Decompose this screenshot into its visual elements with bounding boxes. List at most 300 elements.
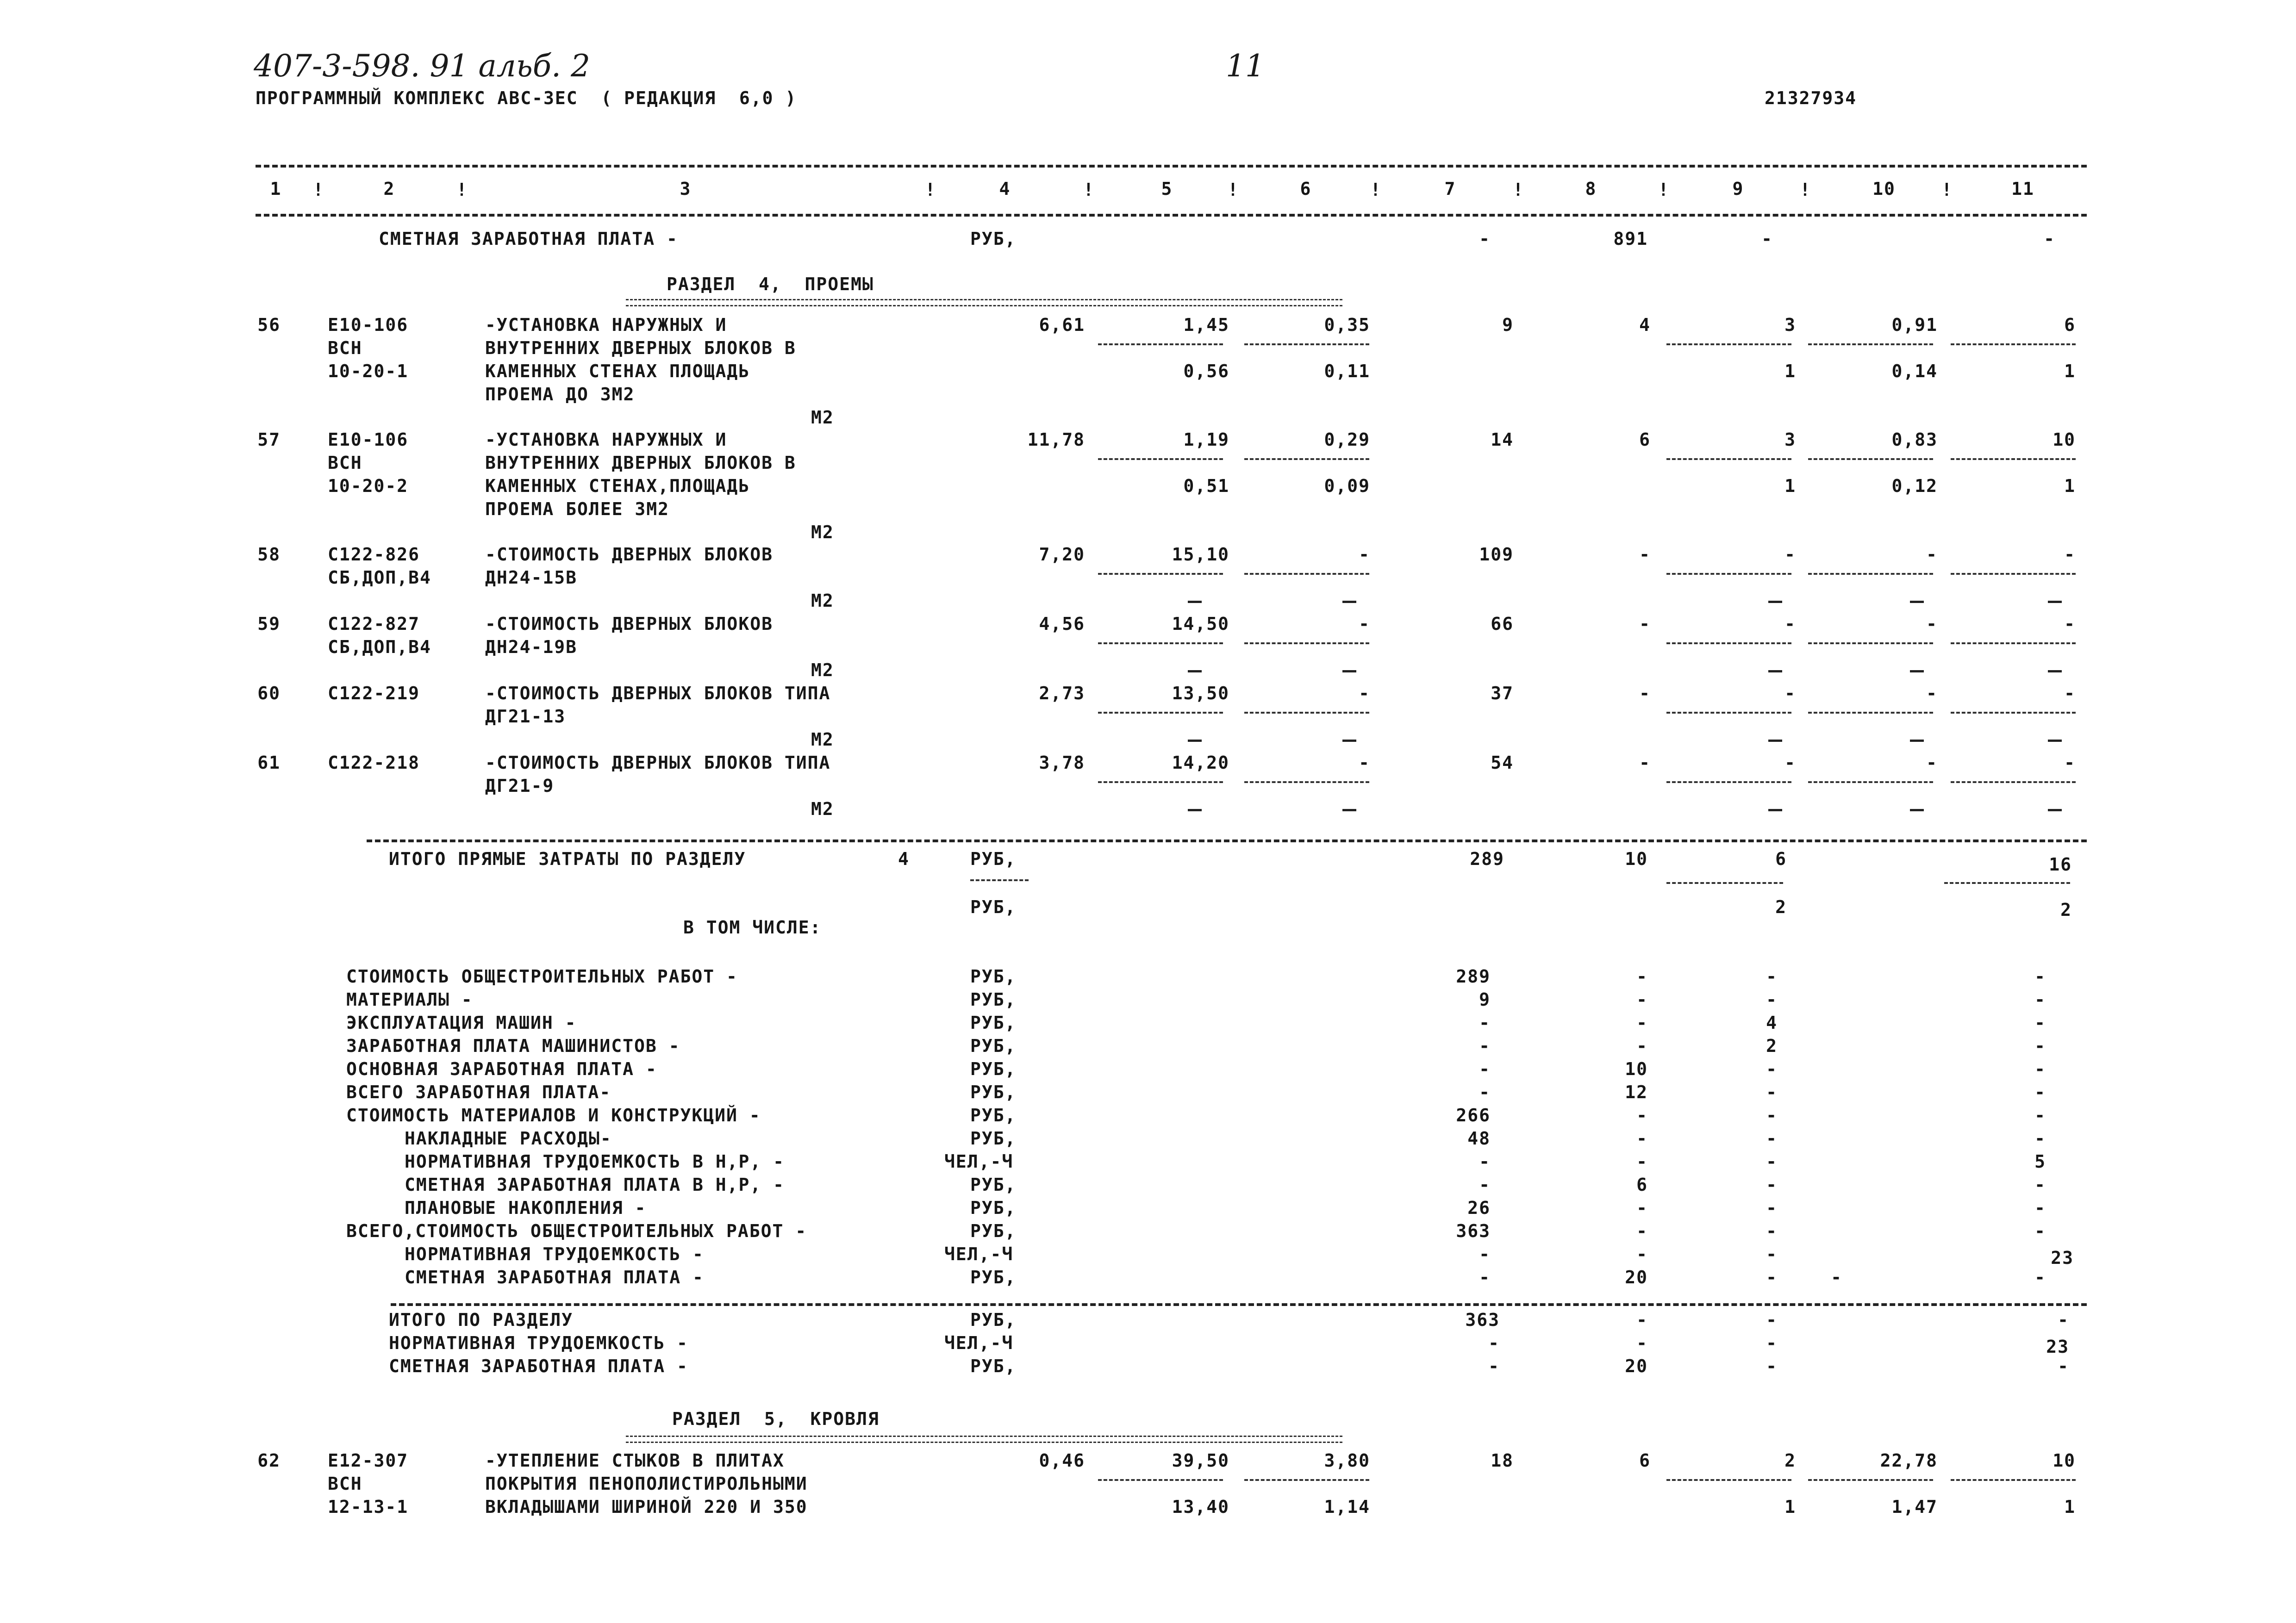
row-description: ДГ21-13 <box>485 706 566 727</box>
section-total-c8: 20 <box>1625 1356 1648 1376</box>
cell-divider <box>1244 642 1369 644</box>
breakdown-c7: - <box>1479 1244 1491 1264</box>
direct-costs-c7: 289 <box>1470 849 1504 869</box>
row-total-cost: 54 <box>1491 752 1514 773</box>
row-machines: 3 <box>1784 315 1796 335</box>
breakdown-c8: - <box>1636 1036 1648 1056</box>
section-total-unit: РУБ, <box>970 1356 1017 1376</box>
row-description: -УТЕПЛЕНИЕ СТЫКОВ В ПЛИТАХ <box>485 1450 785 1471</box>
breakdown-c8: - <box>1636 1105 1648 1126</box>
empty-cell-dash <box>1910 601 1924 603</box>
section-4-title: РАЗДЕЛ 4, ПРОЕМЫ <box>667 274 874 294</box>
row-description: -СТОИМОСТЬ ДВЕРНЫХ БЛОКОВ ТИПА <box>485 752 831 773</box>
row-labor-total: 6 <box>2064 315 2076 335</box>
row-labor-machinists-total: 1 <box>2064 361 2076 381</box>
breakdown-unit: РУБ, <box>970 1059 1017 1079</box>
cell-divider <box>1951 642 2076 644</box>
breakdown-c11: - <box>2034 1105 2046 1126</box>
empty-cell-dash <box>1188 809 1202 811</box>
breakdown-c9: - <box>1766 1267 1778 1287</box>
row-description: КАМЕННЫХ СТЕНАХ ПЛОЩАДЬ <box>485 361 750 381</box>
cell-divider <box>1808 573 1933 575</box>
breakdown-c11: - <box>2034 1128 2046 1149</box>
breakdown-c7: 266 <box>1456 1105 1491 1126</box>
section-total-unit: РУБ, <box>970 1310 1017 1330</box>
empty-cell-dash <box>1768 670 1782 672</box>
unit-underline <box>970 879 1029 881</box>
cell-divider <box>1951 1479 2076 1481</box>
breakdown-c8: - <box>1636 1128 1648 1149</box>
breakdown-c10: - <box>1831 1267 1842 1287</box>
row-code: СБ,ДОП,В4 <box>328 567 431 588</box>
cell-divider <box>1951 781 2076 783</box>
row-number: 62 <box>257 1450 281 1471</box>
col-header-1: 1 <box>270 179 282 199</box>
row-labor: 0,83 <box>1891 429 1938 450</box>
carry-c8: 891 <box>1613 229 1648 249</box>
row-labor: 22,78 <box>1880 1450 1938 1471</box>
row-unit-wage-machines: 0,11 <box>1324 361 1370 381</box>
row-machine-wages: 1 <box>1784 476 1796 496</box>
section-total-c7: - <box>1488 1356 1500 1376</box>
row-code: ВСН <box>328 338 362 358</box>
row-code: ВСН <box>328 453 362 473</box>
breakdown-c9: - <box>1766 1244 1778 1264</box>
row-code: С122-827 <box>328 614 420 634</box>
col-header-10: 10 <box>1872 179 1896 199</box>
breakdown-unit: РУБ, <box>970 1036 1017 1056</box>
row-description: -УСТАНОВКА НАРУЖНЫХ И <box>485 429 727 450</box>
row-description: -СТОИМОСТЬ ДВЕРНЫХ БЛОКОВ <box>485 544 773 565</box>
row-machines: 2 <box>1784 1450 1796 1471</box>
handwritten-album-code: 407-3-598. 91 альб. 2 <box>254 48 590 84</box>
breakdown-c7: - <box>1479 1013 1491 1033</box>
section-5-title: РАЗДЕЛ 5, КРОВЛЯ <box>672 1409 880 1429</box>
row-unit: М2 <box>811 407 834 428</box>
section-total-rule <box>391 1303 2087 1306</box>
breakdown-c11: - <box>2034 1198 2046 1218</box>
row-labor: 0,91 <box>1891 315 1938 335</box>
row-wages: - <box>1639 614 1651 634</box>
row-unit: М2 <box>811 660 834 680</box>
col-separator: ! <box>1370 180 1381 200</box>
breakdown-c11: - <box>2034 1221 2046 1241</box>
row-unit-price-machines: 3,80 <box>1324 1450 1370 1471</box>
breakdown-c11: - <box>2034 1082 2046 1102</box>
direct-costs-unit: РУБ, <box>970 849 1017 869</box>
row-quantity: 3,78 <box>1039 752 1085 773</box>
row-machines: 3 <box>1784 429 1796 450</box>
breakdown-label: ПЛАНОВЫЕ НАКОПЛЕНИЯ - <box>405 1198 647 1218</box>
breakdown-c7: 26 <box>1467 1198 1491 1218</box>
breakdown-c9: - <box>1766 1175 1778 1195</box>
row-labor-total: 10 <box>2053 1450 2076 1471</box>
c11-divider <box>1944 882 2070 884</box>
row-code: С122-219 <box>328 683 420 703</box>
row-quantity: 4,56 <box>1039 614 1085 634</box>
row-unit-price-machines: - <box>1359 614 1370 634</box>
breakdown-c8: 6 <box>1636 1175 1648 1195</box>
cell-divider <box>1666 1479 1791 1481</box>
row-unit-price: 39,50 <box>1172 1450 1229 1471</box>
row-code: С122-826 <box>328 544 420 565</box>
row-description: -УСТАНОВКА НАРУЖНЫХ И <box>485 315 727 335</box>
breakdown-label: НОРМАТИВНАЯ ТРУДОЕМКОСТЬ - <box>405 1244 704 1264</box>
cell-divider <box>1666 781 1791 783</box>
cell-divider <box>1098 781 1223 783</box>
row-description: ПРОЕМА БОЛЕЕ 3М2 <box>485 499 670 519</box>
breakdown-c11: - <box>2034 1267 2046 1287</box>
section-total-c9: - <box>1766 1356 1778 1376</box>
row-machines: - <box>1784 683 1796 703</box>
totals-top-rule <box>367 839 2087 842</box>
including-label: В ТОМ ЧИСЛЕ: <box>683 917 822 938</box>
cell-divider <box>1951 458 2076 460</box>
breakdown-c11: - <box>2034 1036 2046 1056</box>
row-machines: - <box>1784 614 1796 634</box>
row-unit-wage: 0,56 <box>1183 361 1229 381</box>
breakdown-c11: 5 <box>2034 1151 2046 1172</box>
section-total-c7: - <box>1488 1333 1500 1353</box>
row-machine-wages: 1 <box>1784 361 1796 381</box>
section-total-c9: - <box>1766 1333 1778 1353</box>
cell-divider <box>1808 781 1933 783</box>
row-unit-price-machines: 0,29 <box>1324 429 1370 450</box>
row-unit-price: 13,50 <box>1172 683 1229 703</box>
row-description: ВНУТРЕННИХ ДВЕРНЫХ БЛОКОВ В <box>485 453 796 473</box>
row-unit-wage-machines: 1,14 <box>1324 1497 1370 1517</box>
row-number: 56 <box>257 315 281 335</box>
breakdown-c9: - <box>1766 1082 1778 1102</box>
row-unit-wage: 13,40 <box>1172 1497 1229 1517</box>
breakdown-c11: - <box>2034 1059 2046 1079</box>
breakdown-c8: 20 <box>1625 1267 1648 1287</box>
row-quantity: 2,73 <box>1039 683 1085 703</box>
row-labor-total: - <box>2064 614 2076 634</box>
section-total-c11: 23 <box>2046 1337 2069 1357</box>
breakdown-label: СТОИМОСТЬ ОБЩЕСТРОИТЕЛЬНЫХ РАБОТ - <box>346 966 738 987</box>
row-description: ПОКРЫТИЯ ПЕНОПОЛИСТИРОЛЬНЫМИ <box>485 1474 808 1494</box>
breakdown-c8: - <box>1636 966 1648 987</box>
row-unit: М2 <box>811 591 834 611</box>
row-code: ВСН <box>328 1474 362 1494</box>
row-unit-price: 15,10 <box>1172 544 1229 565</box>
breakdown-label: ЭКСПЛУАТАЦИЯ МАШИН - <box>346 1013 577 1033</box>
breakdown-label: ЗАРАБОТНАЯ ПЛАТА МАШИНИСТОВ - <box>346 1036 680 1056</box>
row-unit-price-machines: - <box>1359 752 1370 773</box>
breakdown-c11: 23 <box>2051 1248 2074 1268</box>
breakdown-label: СМЕТНАЯ ЗАРАБОТНАЯ ПЛАТА - <box>405 1267 704 1287</box>
breakdown-unit: РУБ, <box>970 989 1017 1010</box>
breakdown-label: СТОИМОСТЬ МАТЕРИАЛОВ И КОНСТРУКЦИЙ - <box>346 1105 761 1126</box>
section-total-c11: - <box>2058 1356 2069 1376</box>
breakdown-unit: ЧЕЛ,-Ч <box>944 1244 1014 1264</box>
row-code: Е10-106 <box>328 315 409 335</box>
breakdown-c7: - <box>1479 1151 1491 1172</box>
row-total-cost: 37 <box>1491 683 1514 703</box>
row-machine-wages: 1 <box>1784 1497 1796 1517</box>
empty-cell-dash <box>1342 740 1356 742</box>
row-code: СБ,ДОП,В4 <box>328 637 431 657</box>
row-code: 10-20-1 <box>328 361 409 381</box>
row-description: КАМЕННЫХ СТЕНАХ,ПЛОЩАДЬ <box>485 476 750 496</box>
cell-divider <box>1098 458 1223 460</box>
breakdown-c8: - <box>1636 1013 1648 1033</box>
cell-divider <box>1244 1479 1369 1481</box>
row-labor: - <box>1926 544 1938 565</box>
row-labor-machinists-total: 1 <box>2064 1497 2076 1517</box>
row-total-cost: 14 <box>1491 429 1514 450</box>
cell-divider <box>1666 642 1791 644</box>
document-code: 21327934 <box>1765 88 1857 108</box>
row-total-cost: 109 <box>1479 544 1514 565</box>
breakdown-c8: - <box>1636 989 1648 1010</box>
direct-costs-c9a: 6 <box>1775 849 1787 869</box>
breakdown-unit: РУБ, <box>970 1198 1017 1218</box>
col-header-8: 8 <box>1585 179 1597 199</box>
cell-divider <box>1244 458 1369 460</box>
breakdown-c9: - <box>1766 966 1778 987</box>
breakdown-c7: 289 <box>1456 966 1491 987</box>
cell-divider <box>1808 642 1933 644</box>
row-wages: - <box>1639 544 1651 565</box>
row-code: Е12-307 <box>328 1450 409 1471</box>
col-separator: ! <box>1800 180 1810 200</box>
row-unit-price: 14,20 <box>1172 752 1229 773</box>
page-number: 11 <box>1226 48 1265 84</box>
row-quantity: 7,20 <box>1039 544 1085 565</box>
empty-cell-dash <box>2048 809 2062 811</box>
empty-cell-dash <box>1768 601 1782 603</box>
cell-divider <box>1098 642 1223 644</box>
breakdown-label: ОСНОВНАЯ ЗАРАБОТНАЯ ПЛАТА - <box>346 1059 657 1079</box>
cell-divider <box>1808 1479 1933 1481</box>
breakdown-c7: - <box>1479 1082 1491 1102</box>
row-labor-total: - <box>2064 544 2076 565</box>
col-header-11: 11 <box>2011 179 2034 199</box>
breakdown-c8: - <box>1636 1198 1648 1218</box>
breakdown-unit: РУБ, <box>970 1175 1017 1195</box>
breakdown-c7: - <box>1479 1267 1491 1287</box>
row-unit: М2 <box>811 729 834 750</box>
cell-divider <box>1244 712 1369 714</box>
row-wages: 4 <box>1639 315 1651 335</box>
col-separator: ! <box>313 180 324 200</box>
row-description: ДН24-19В <box>485 637 578 657</box>
empty-cell-dash <box>1910 670 1924 672</box>
carry-c11: - <box>2044 229 2055 249</box>
row-quantity: 11,78 <box>1027 429 1085 450</box>
row-unit-price: 14,50 <box>1172 614 1229 634</box>
row-labor-total: - <box>2064 752 2076 773</box>
breakdown-label: ВСЕГО,СТОИМОСТЬ ОБЩЕСТРОИТЕЛЬНЫХ РАБОТ - <box>346 1221 807 1241</box>
row-labor-machinists: 0,14 <box>1891 361 1938 381</box>
direct-costs-c11a: 16 <box>2049 854 2072 875</box>
col-separator: ! <box>1083 180 1094 200</box>
row-labor: - <box>1926 614 1938 634</box>
breakdown-c8: 12 <box>1625 1082 1648 1102</box>
section-total-c8: - <box>1636 1310 1648 1330</box>
cell-divider <box>1666 458 1791 460</box>
program-title: ПРОГРАММНЫЙ КОМПЛЕКС АВС-3ЕС ( РЕДАКЦИЯ 6,0 ) <box>256 88 797 108</box>
row-machines: - <box>1784 752 1796 773</box>
col-header-6: 6 <box>1300 179 1312 199</box>
cell-divider <box>1808 343 1933 345</box>
row-wages: 6 <box>1639 429 1651 450</box>
section-title-underline <box>626 299 1342 306</box>
breakdown-label: МАТЕРИАЛЫ - <box>346 989 473 1010</box>
row-labor-machinists: 0,12 <box>1891 476 1938 496</box>
breakdown-c9: - <box>1766 1128 1778 1149</box>
empty-cell-dash <box>1768 740 1782 742</box>
col-header-9: 9 <box>1732 179 1744 199</box>
row-number: 60 <box>257 683 281 703</box>
col-separator: ! <box>456 180 467 200</box>
row-labor-machinists-total: 1 <box>2064 476 2076 496</box>
cell-divider <box>1666 343 1791 345</box>
row-labor-total: 10 <box>2053 429 2076 450</box>
breakdown-c7: - <box>1479 1175 1491 1195</box>
row-unit-price-machines: 0,35 <box>1324 315 1370 335</box>
row-description: ВНУТРЕННИХ ДВЕРНЫХ БЛОКОВ В <box>485 338 796 358</box>
breakdown-unit: РУБ, <box>970 1082 1017 1102</box>
breakdown-c9: - <box>1766 1198 1778 1218</box>
section-total-c7: 363 <box>1465 1310 1500 1330</box>
section-total-c9: - <box>1766 1310 1778 1330</box>
row-total-cost: 9 <box>1502 315 1514 335</box>
col-header-3: 3 <box>680 179 692 199</box>
row-quantity: 6,61 <box>1039 315 1085 335</box>
empty-cell-dash <box>2048 670 2062 672</box>
breakdown-c9: - <box>1766 989 1778 1010</box>
breakdown-label: НОРМАТИВНАЯ ТРУДОЕМКОСТЬ В Н,Р, - <box>405 1151 785 1172</box>
cell-divider <box>1244 343 1369 345</box>
breakdown-unit: РУБ, <box>970 966 1017 987</box>
carry-label: СМЕТНАЯ ЗАРАБОТНАЯ ПЛАТА - <box>379 229 678 249</box>
cell-divider <box>1098 712 1223 714</box>
cell-divider <box>1244 781 1369 783</box>
row-code: 12-13-1 <box>328 1497 409 1517</box>
row-unit-wage-machines: 0,09 <box>1324 476 1370 496</box>
cell-divider <box>1666 573 1791 575</box>
row-code: Е10-106 <box>328 429 409 450</box>
breakdown-c7: 48 <box>1467 1128 1491 1149</box>
empty-cell-dash <box>1910 740 1924 742</box>
empty-cell-dash <box>1188 601 1202 603</box>
cell-divider <box>1244 573 1369 575</box>
direct-costs-label: ИТОГО ПРЯМЫЕ ЗАТРАТЫ ПО РАЗДЕЛУ <box>389 849 746 869</box>
section-total-c8: - <box>1636 1333 1648 1353</box>
carry-c9: - <box>1761 229 1773 249</box>
breakdown-unit: РУБ, <box>970 1013 1017 1033</box>
direct-costs-c8: 10 <box>1625 849 1648 869</box>
breakdown-c8: - <box>1636 1221 1648 1241</box>
empty-cell-dash <box>2048 601 2062 603</box>
row-unit-price-machines: - <box>1359 683 1370 703</box>
breakdown-c7: - <box>1479 1059 1491 1079</box>
breakdown-unit: РУБ, <box>970 1128 1017 1149</box>
breakdown-label: ВСЕГО ЗАРАБОТНАЯ ПЛАТА- <box>346 1082 611 1102</box>
row-description: ВКЛАДЫШАМИ ШИРИНОЙ 220 И 350 <box>485 1497 808 1517</box>
col-header-7: 7 <box>1444 179 1456 199</box>
row-total-cost: 18 <box>1491 1450 1514 1471</box>
breakdown-c8: - <box>1636 1244 1648 1264</box>
empty-cell-dash <box>1768 809 1782 811</box>
row-unit: М2 <box>811 522 834 542</box>
breakdown-c11: - <box>2034 966 2046 987</box>
row-code: 10-20-2 <box>328 476 409 496</box>
cell-divider <box>1098 343 1223 345</box>
row-unit-price-machines: - <box>1359 544 1370 565</box>
carry-unit: РУБ, <box>970 229 1017 249</box>
row-total-cost: 66 <box>1491 614 1514 634</box>
breakdown-c9: - <box>1766 1059 1778 1079</box>
breakdown-c9: - <box>1766 1221 1778 1241</box>
direct-costs-c9b: 2 <box>1775 897 1787 917</box>
row-unit-price: 1,19 <box>1183 429 1229 450</box>
breakdown-c8: 10 <box>1625 1059 1648 1079</box>
row-description: ДГ21-9 <box>485 776 555 796</box>
cell-divider <box>1098 573 1223 575</box>
breakdown-c9: 4 <box>1766 1013 1778 1033</box>
breakdown-c11: - <box>2034 1175 2046 1195</box>
row-number: 59 <box>257 614 281 634</box>
cell-divider <box>1666 712 1791 714</box>
section-total-label: ИТОГО ПО РАЗДЕЛУ <box>389 1310 574 1330</box>
cell-divider <box>1098 1479 1223 1481</box>
empty-cell-dash <box>1910 809 1924 811</box>
row-wages: 6 <box>1639 1450 1651 1471</box>
row-quantity: 0,46 <box>1039 1450 1085 1471</box>
row-wages: - <box>1639 683 1651 703</box>
col-header-2: 2 <box>383 179 395 199</box>
row-machines: - <box>1784 544 1796 565</box>
col-separator: ! <box>1658 180 1669 200</box>
breakdown-unit: РУБ, <box>970 1267 1017 1287</box>
section-total-label: СМЕТНАЯ ЗАРАБОТНАЯ ПЛАТА - <box>389 1356 688 1376</box>
row-unit-price: 1,45 <box>1183 315 1229 335</box>
row-description: -СТОИМОСТЬ ДВЕРНЫХ БЛОКОВ ТИПА <box>485 683 831 703</box>
breakdown-c7: - <box>1479 1036 1491 1056</box>
row-number: 57 <box>257 429 281 450</box>
section-total-label: НОРМАТИВНАЯ ТРУДОЕМКОСТЬ - <box>389 1333 688 1353</box>
direct-costs-unit-2: РУБ, <box>970 897 1017 917</box>
breakdown-unit: РУБ, <box>970 1105 1017 1126</box>
row-unit: М2 <box>811 799 834 819</box>
breakdown-unit: РУБ, <box>970 1221 1017 1241</box>
col-header-4: 4 <box>999 179 1011 199</box>
col-separator: ! <box>1228 180 1238 200</box>
row-number: 58 <box>257 544 281 565</box>
direct-costs-c11b: 2 <box>2060 900 2072 920</box>
cell-divider <box>1951 712 2076 714</box>
breakdown-c9: - <box>1766 1151 1778 1172</box>
breakdown-label: СМЕТНАЯ ЗАРАБОТНАЯ ПЛАТА В Н,Р, - <box>405 1175 785 1195</box>
row-description: -СТОИМОСТЬ ДВЕРНЫХ БЛОКОВ <box>485 614 773 634</box>
row-unit-wage: 0,51 <box>1183 476 1229 496</box>
header-bottom-rule <box>256 214 2087 217</box>
row-labor-total: - <box>2064 683 2076 703</box>
cell-divider <box>1951 573 2076 575</box>
empty-cell-dash <box>1342 670 1356 672</box>
row-labor: - <box>1926 752 1938 773</box>
breakdown-c8: - <box>1636 1151 1648 1172</box>
row-number: 61 <box>257 752 281 773</box>
col-separator: ! <box>1941 180 1952 200</box>
c9-divider <box>1666 882 1783 884</box>
section-title-underline <box>626 1436 1342 1443</box>
empty-cell-dash <box>2048 740 2062 742</box>
